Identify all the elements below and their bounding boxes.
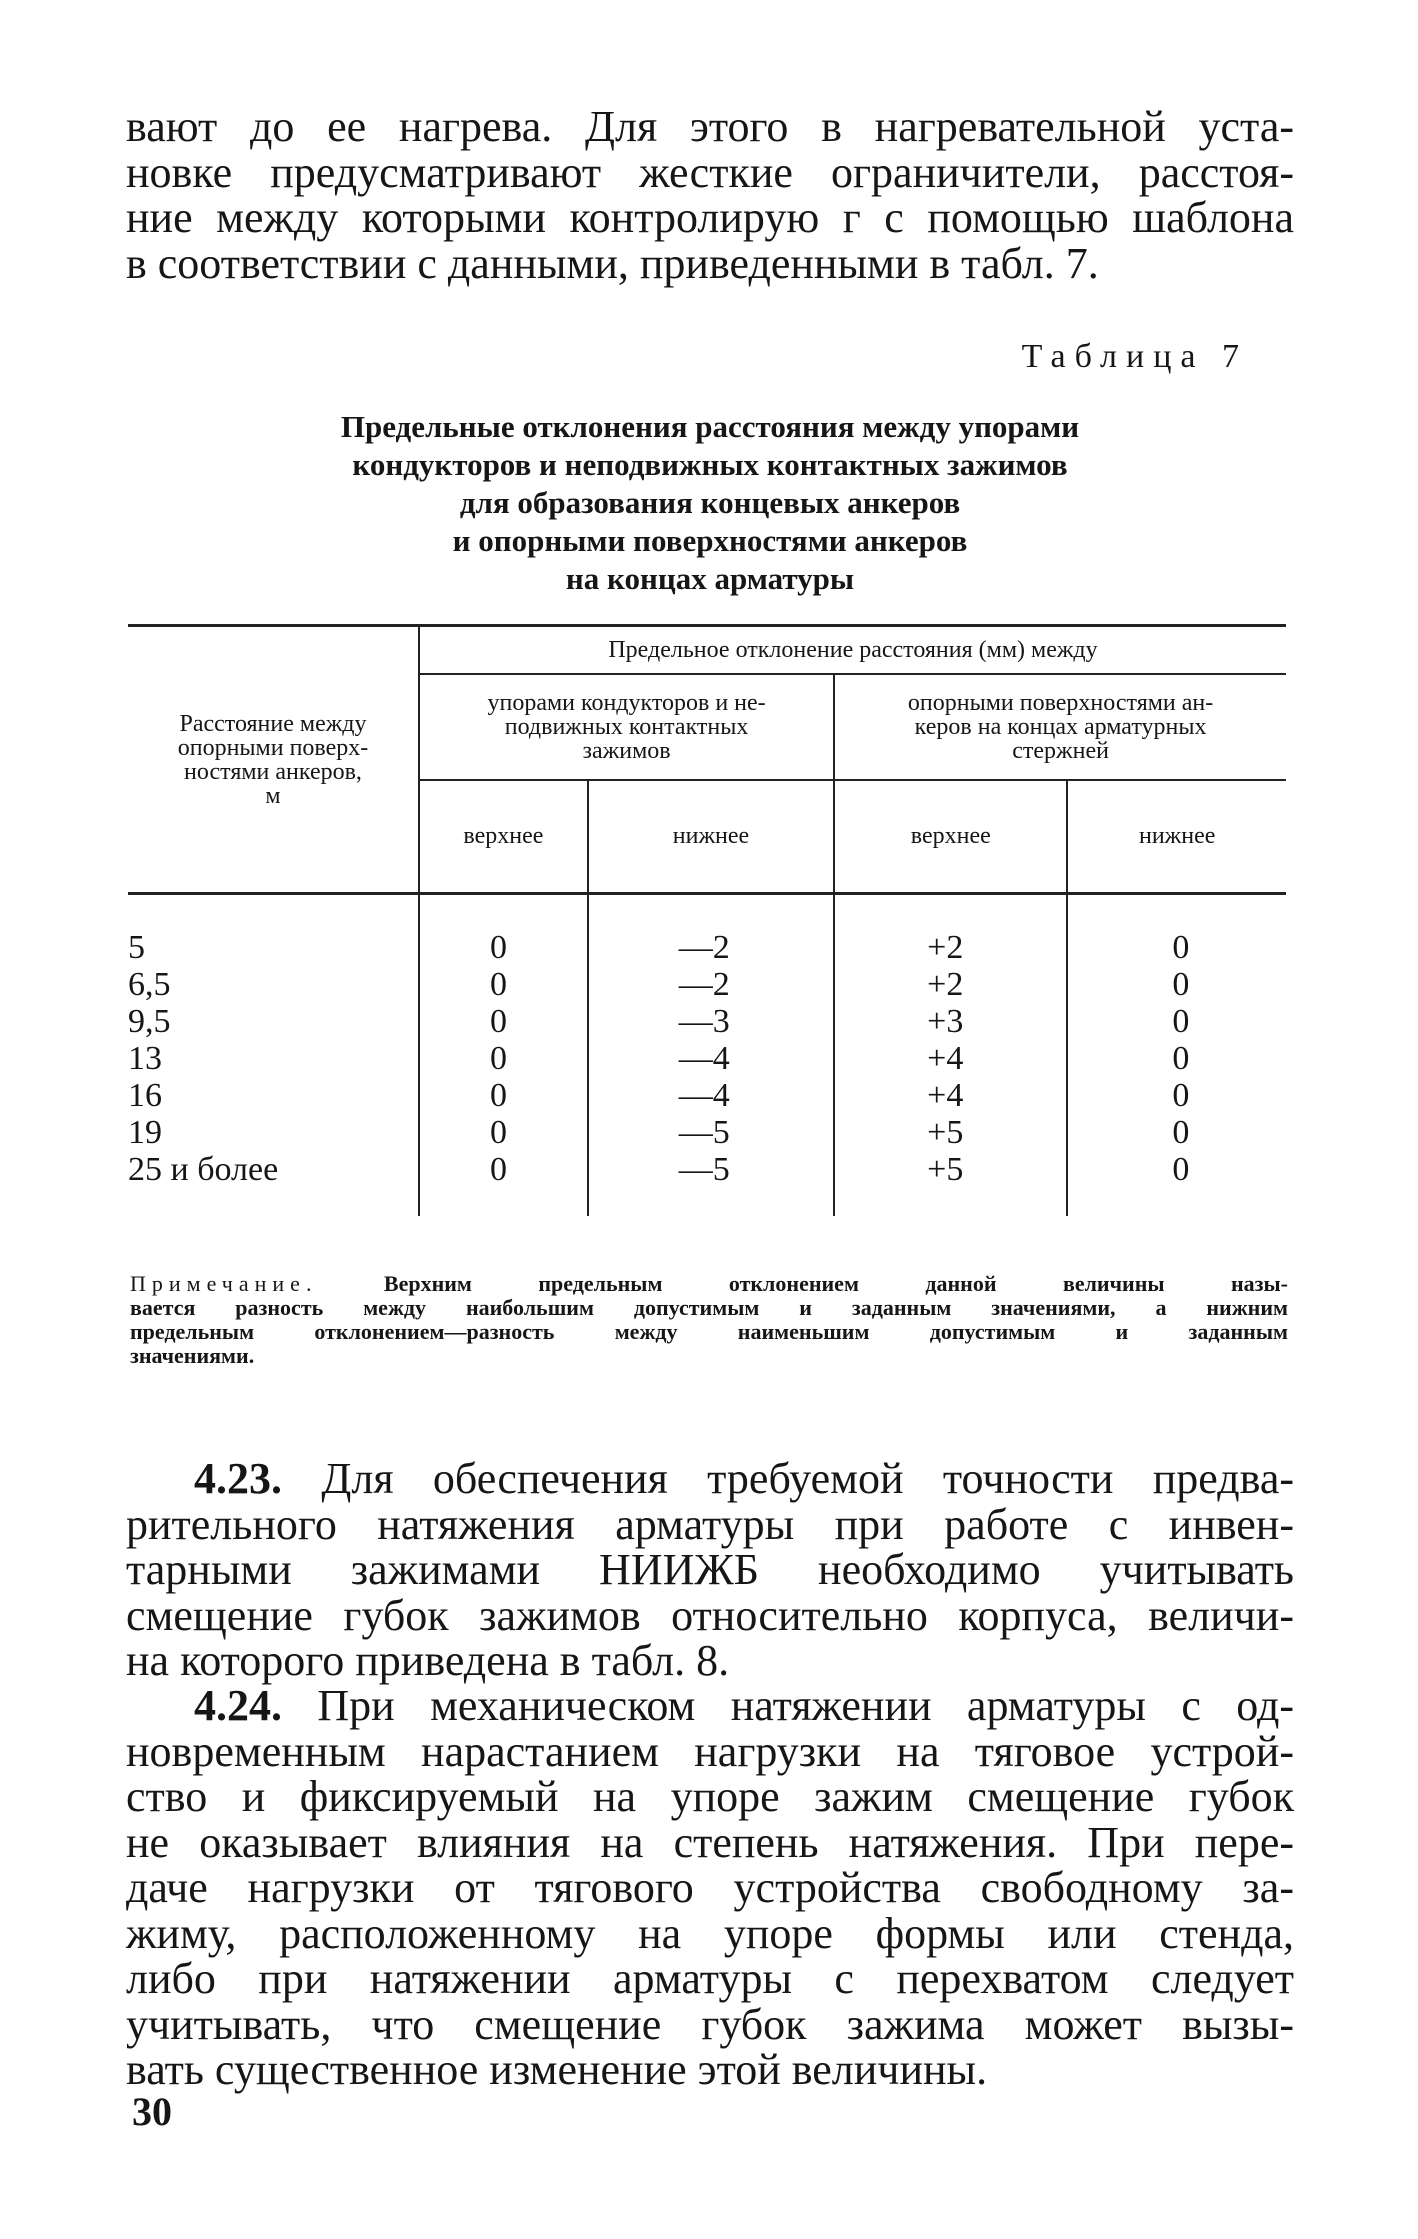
table-cell: 19	[128, 1114, 162, 1151]
table-cell: 9,5	[128, 1003, 171, 1040]
table-cell: 0	[1172, 929, 1190, 966]
table-label: Таблица 7	[1021, 338, 1248, 375]
table-cell: 0	[1172, 1114, 1190, 1151]
paragraph-line: вать существенное изменение этой величины.	[126, 2045, 988, 2094]
table-cell: 0	[490, 929, 507, 966]
paragraph-line: ство и фиксируемый на упоре зажим смещение губок	[126, 1772, 1294, 1821]
paragraph-line: 4.24. При механическом натяжении арматуры с од-	[194, 1681, 1295, 1730]
paragraph-line: новременным нарастанием нагрузки на тяговое устрой-	[126, 1726, 1294, 1776]
subgroup-header-surfaces: опорными поверхностями ан- керов на концах арматурных стержней	[834, 674, 1286, 780]
section-number: 4.24.	[194, 1681, 282, 1730]
intro-line: ние между которыми контролирую г с помощью шаблона	[126, 193, 1294, 242]
table-title-line: кондукторов и неподвижных контактных зажимов	[352, 447, 1068, 482]
intro-line: в соответствии с данными, приведенными в табл. 7.	[126, 238, 1099, 288]
paragraph-line: либо при натяжении арматуры с перехватом следует	[126, 1954, 1294, 2003]
subgroup-header-clamps: упорами кондукторов и не- подвижных контактных зажимов	[419, 674, 834, 780]
paragraph-line: даче нагрузки от тягового устройства свободному за-	[126, 1863, 1294, 1912]
paragraph-line: учитывать, что смещение губок зажима может вызы-	[126, 1999, 1294, 2049]
paragraph-line: смещение губок зажимов относительно корпуса, величи-	[126, 1590, 1294, 1640]
table-cell: +2	[927, 929, 964, 966]
paragraph-line: не оказывает влияния на степень натяжения. При пере-	[126, 1817, 1294, 1867]
group-header: Предельное отклонение расстояния (мм) между	[419, 626, 1286, 674]
table-cell: +5	[927, 1114, 964, 1151]
table-cell: —4	[678, 1040, 730, 1077]
note-text: Верхним предельным отклонением данной величины назы-	[383, 1271, 1288, 1296]
table-cell: 0	[490, 1077, 507, 1114]
table-cell: 0	[490, 1003, 507, 1040]
table-cell: +3	[927, 1003, 964, 1040]
note-line: значениями.	[130, 1343, 255, 1368]
paragraph-line: жиму, расположенному на упоре формы или стенда,	[126, 1908, 1294, 1958]
table-cell: —4	[678, 1077, 730, 1114]
table-cell: 5	[128, 929, 145, 966]
paragraph-4-23	[126, 1456, 1294, 1684]
table-title-line: Предельные отклонения расстояния между упорами	[340, 409, 1080, 444]
column-surfaces-upper	[834, 894, 1067, 1216]
col-header-lower: нижнее	[1067, 780, 1286, 894]
table-cell: 0	[1172, 1040, 1190, 1077]
table-cell: —2	[678, 966, 730, 1003]
table-cell: 0	[490, 1040, 507, 1077]
section-number: 4.23.	[194, 1454, 282, 1503]
table-cell: +4	[927, 1040, 964, 1077]
note-line: вается разность между наибольшим допустимым и заданным значениями, а нижним	[130, 1295, 1288, 1320]
note-lead: Примечание.	[130, 1271, 318, 1296]
column-surfaces-lower	[1067, 894, 1286, 1216]
table-cell: +5	[927, 1151, 964, 1188]
table-cell: 0	[490, 1114, 507, 1151]
table-cell: 0	[490, 966, 507, 1003]
intro-line: вают до ее нагрева. Для этого в нагревательной уста-	[126, 102, 1294, 151]
table-title-line: и опорными поверхностями анкеров	[452, 523, 968, 558]
column-clamps-lower	[588, 894, 834, 1216]
table-cell: 13	[128, 1040, 162, 1077]
intro-line: новке предусматривают жесткие ограничители, расстоя-	[126, 147, 1294, 197]
table-cell: —5	[678, 1151, 730, 1188]
paragraph-line: 4.23. Для обеспечения требуемой точности предва-	[194, 1454, 1295, 1503]
table-cell: +2	[927, 966, 964, 1003]
table-cell: +4	[927, 1077, 964, 1114]
table-title	[120, 408, 1300, 598]
paragraph-line: рительного натяжения арматуры при работе с инвен-	[126, 1499, 1294, 1549]
page-number: 30	[132, 2089, 172, 2134]
table-cell: 0	[1172, 966, 1190, 1003]
column-clamps-upper	[419, 894, 588, 1216]
table-cell: 0	[1172, 1077, 1190, 1114]
table-cell: —5	[678, 1114, 730, 1151]
intro-paragraph	[126, 104, 1294, 286]
table-cell: —2	[678, 929, 730, 966]
column-distances	[128, 894, 419, 1216]
table-note	[130, 1272, 1288, 1368]
table-cell: 0	[490, 1151, 507, 1188]
table-cell: 0	[1172, 1003, 1190, 1040]
row-header-distance: Расстояние между опорными поверх- ностями анкеров, м	[128, 626, 419, 894]
table-title-line: для образования концевых анкеров	[459, 485, 961, 520]
col-header-upper: верхнее	[419, 780, 588, 894]
col-header-upper: верхнее	[834, 780, 1067, 894]
paragraph-line: тарными зажимами НИИЖБ необходимо учитывать	[126, 1545, 1294, 1594]
table-title-line: на концах арматуры	[565, 561, 855, 596]
paragraph-line: на которого приведена в табл. 8.	[126, 1636, 730, 1685]
col-header-lower: нижнее	[588, 780, 834, 894]
table-cell: 0	[1172, 1151, 1190, 1188]
table-cell: 6,5	[128, 966, 171, 1003]
deviation-table	[128, 624, 1286, 1216]
note-line: предельным отклонением—разность между наименьшим допустимым и заданным	[130, 1319, 1288, 1344]
table-cell: 16	[128, 1077, 162, 1114]
table-cell: 25 и более	[128, 1151, 279, 1188]
note-line	[130, 1272, 1288, 1296]
paragraph-4-24	[126, 1683, 1294, 2093]
table-cell: —3	[678, 1003, 730, 1040]
